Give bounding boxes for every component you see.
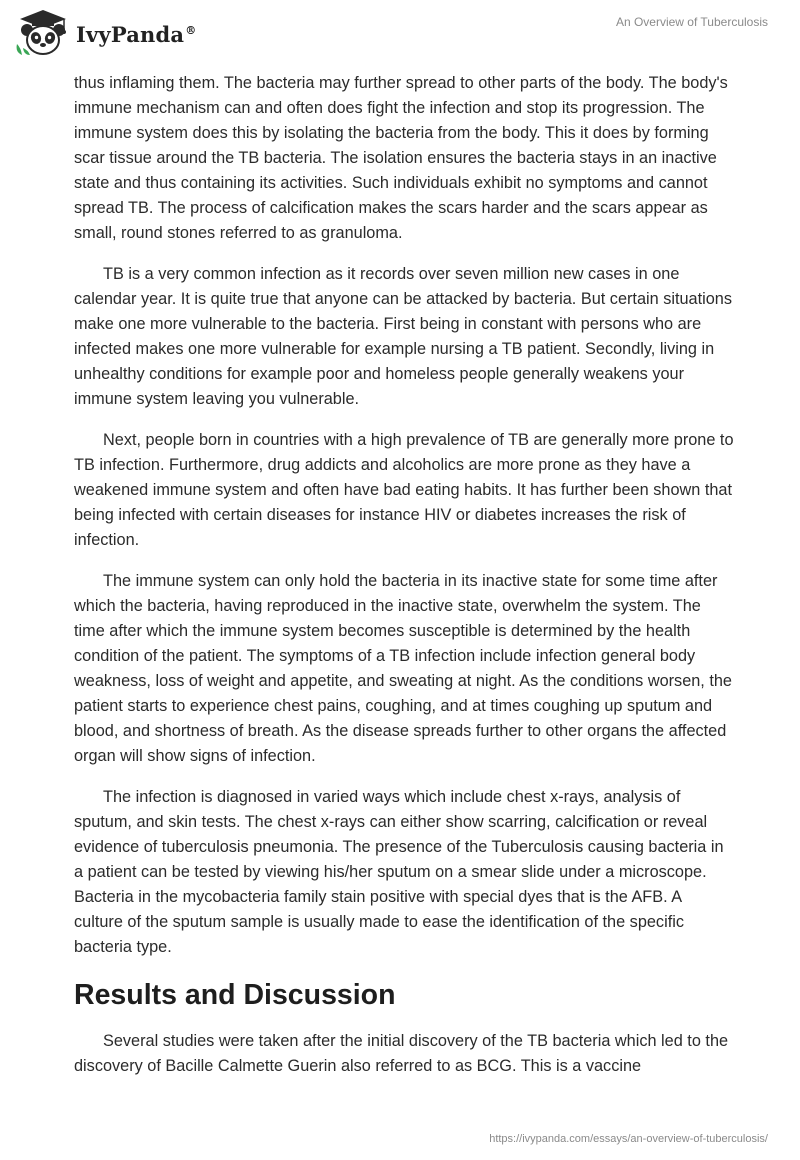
registered-mark: ® (185, 23, 197, 37)
paragraph-3: Next, people born in countries with a high prevalence of TB are generally more prone to TB infection. Furthermore, drug addicts and alcoholics are more prone as they have a weakened immune system and often have bad eating habits. It has further been shown that being infected with certain diseases for instance HIV or diabetes increases the risk of infection. (74, 431, 734, 549)
paragraph-2: TB is a very common infection as it records over seven million new cases in one calendar year. It is quite true that anyone can be attacked by bacteria. But certain situations make one more vulnerable to the bacteria. First being in constant with persons who are infected makes one more vulnerable for example nursing a TB patient. Secondly, living in unhealthy conditions for example poor and homeless people generally weakens your immune system leaving you vulnerable. (74, 265, 732, 408)
site-logo[interactable] (14, 8, 196, 58)
section-heading: Results and Discussion (74, 979, 396, 1011)
paragraph-1: thus inflaming them. The bacteria may further spread to other parts of the body. The body's immune mechanism can and often does fight the infection and stop its progression. The immune system does this by isolating the bacteria from the body. This it does by forming scar tissue around the TB bacteria. The isolation ensures the bacteria stays in an inactive state and thus containing its activities. Such individuals exhibit no symptoms and cannot spread TB. The process of calcification makes the scars harder and the scars appear as small, round stones referred to as granuloma. (74, 74, 728, 242)
paragraph-4: The immune system can only hold the bacteria in its inactive state for some time after which the bacteria, having reproduced in the inactive state, overwhelm the system. The time after which the immune system becomes susceptible is determined by the health condition of the patient. The symptoms of a TB infection include infection general body weakness, loss of weight and appetite, and sweating at night. As the conditions worsen, the patient starts to experience chest pains, coughing, and at times coughing up sputum and blood, and shortness of breath. As the disease spreads further to other organs the affected organ will show signs of infection. (74, 572, 732, 765)
source-url[interactable]: https://ivypanda.com/essays/an-overview-of-tuberculosis/ (489, 1133, 768, 1145)
page-header (0, 0, 800, 70)
panda-graduate-icon (14, 8, 72, 58)
paragraph-5: The infection is diagnosed in varied ways which include chest x-rays, analysis of sputum, and skin tests. The chest x-rays can either show scarring, calcification or reveal evidence of tuberculosis pneumonia. The presence of the Tuberculosis causing bacteria in a patient can be tested by viewing his/her sputum on a smear slide under a microscope. Bacteria in the mycobacteria family stain positive with special dyes that is the AFB. A culture of the sputum sample is usually made to ease the identification of the specific bacteria type. (74, 788, 724, 956)
brand-name: IvyPanda® (76, 21, 197, 47)
paragraph-6: Several studies were taken after the initial discovery of the TB bacteria which led to the discovery of Bacille Calmette Guerin also referred to as BCG. This is a vaccine (74, 1032, 729, 1075)
essay-body (74, 71, 734, 1095)
document-title: An Overview of Tuberculosis (615, 15, 768, 29)
